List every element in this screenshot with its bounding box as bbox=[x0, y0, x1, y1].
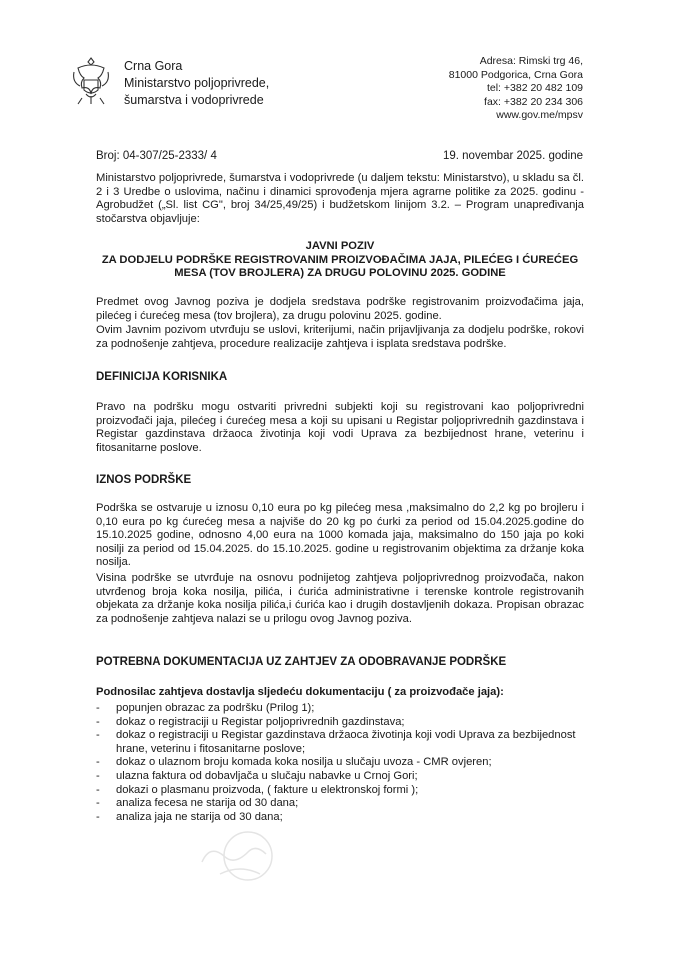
list-dash: - bbox=[96, 783, 100, 796]
list-item bbox=[96, 797, 596, 811]
document-date: 19. novembar 2025. godine bbox=[442, 150, 583, 162]
list-dash: - bbox=[96, 797, 100, 810]
list-item-text: dokaz o ulaznom broju komada koka nosilja u slučaju uvoza - CMR ovjeren; bbox=[116, 756, 492, 769]
list-item bbox=[96, 729, 596, 756]
purpose-paragraph: Predmet ovog Javnog poziva je dodjela sredstava podrške registrovanim proizvođačima jaja, pilećeg i ćurećeg mesa (tov brojlera), za drugu polovinu 2025. godine. bbox=[96, 296, 584, 322]
contact-city: 81000 Podgorica, Crna Gora bbox=[448, 68, 583, 81]
org-line: Crna Gora bbox=[124, 59, 183, 73]
list-item-text: dokazi o plasmanu proizvoda, ( fakture u elektronskoj formi ); bbox=[116, 783, 419, 796]
title-line: MESA (TOV BROJLERA) ZA DRUGU POLOVINU 2025. GODINE bbox=[174, 267, 506, 280]
contact-address: Adresa: Rimski trg 46, bbox=[479, 55, 583, 67]
title-line: JAVNI POZIV bbox=[305, 240, 375, 252]
list-item-text: dokaz o registraciji u Registar gazdinstava držaoca životinja koji vodi Uprava za bezbijednost hrane, veterinu i fitosanitarne poslove; bbox=[116, 729, 576, 755]
contact-block bbox=[449, 55, 583, 123]
list-item-text: popunjen obrazac za podršku (Prilog 1); bbox=[116, 702, 315, 714]
org-line: Ministarstvo poljoprivrede, bbox=[124, 76, 270, 90]
reference-number: Broj: 04-307/25-2333/ 4 bbox=[96, 150, 217, 162]
iznos-paragraph: Podrška se ostvaruje u iznosu 0,10 eura po kg pilećeg mesa ,maksimalno do 2,2 kg po brojleru i 0,10 eura po kg ćurećeg mesa a najviše do 20 kg po ćurki za period od 15.04.2025.godine do 15.10.2025 godine, odnosno 4,00 eura na 1000 komada jaja, maksimalno do 150 jaja po koki nosilji za period od 15.04.2025. do 15.10.2025. godine u registrovanim objektima za držanje koka nosilja. bbox=[96, 502, 584, 569]
list-item bbox=[96, 756, 596, 770]
list-item bbox=[96, 702, 596, 716]
intro-paragraph: Ministarstvo poljoprivrede, šumarstva i vodoprivrede (u daljem tekstu: Ministarstvo), u skladu sa čl. 2 i 3 Uredbe o uslovima, načinu i dinamici sprovođenja mjera agrarne politike za 2025. godinu - Agrobudžet („Sl. list CG", broj 34/25,49/25) i budžetskom linijom 3.2. – Program unapređivanja stočarstva objavljuje: bbox=[96, 172, 584, 225]
document-list bbox=[96, 702, 596, 824]
section-heading-iznos: IZNOS PODRŠKE bbox=[96, 474, 192, 486]
purpose-paragraph-2: Ovim Javnim pozivom utvrđuju se uslovi, kriterijumi, način prijavljivanja za dodjelu podrške, rokovi za podnošenje zahtjeva, procedure realizacije zahtjeva i isplata sredstava podrške. bbox=[96, 324, 584, 350]
dokumentacija-subheading: Podnosilac zahtjeva dostavlja sljedeću dokumentaciju ( za proizvođače jaja): bbox=[96, 686, 504, 698]
list-dash: - bbox=[96, 715, 100, 728]
list-item bbox=[96, 770, 596, 784]
list-dash: - bbox=[96, 810, 100, 823]
contact-website[interactable]: www.gov.me/mpsv bbox=[496, 109, 583, 121]
faint-stamp-mark bbox=[190, 822, 300, 892]
list-item-text: analiza fecesa ne starija od 30 dana; bbox=[116, 797, 299, 810]
document-title bbox=[96, 240, 584, 281]
list-item bbox=[96, 716, 596, 730]
contact-fax: fax: +382 20 234 306 bbox=[484, 95, 583, 108]
title-line: ZA DODJELU PODRŠKE REGISTROVANIM PROIZVOĐAČIMA JAJA, PILEĆEG I ĆUREĆEG bbox=[101, 253, 579, 266]
coat-of-arms-icon bbox=[70, 54, 112, 106]
org-line: šumarstva i vodoprivrede bbox=[124, 93, 264, 107]
list-item bbox=[96, 811, 596, 825]
contact-tel: tel: +382 20 482 109 bbox=[486, 82, 583, 94]
list-item-text: dokaz o registraciji u Registar poljoprivrednih gazdinstava; bbox=[116, 715, 405, 728]
list-dash: - bbox=[96, 729, 100, 742]
iznos-paragraph-2: Visina podrške se utvrđuje na osnovu podnijetog zahtjeva poljoprivrednog proizvođača, nakon utvrđenog broja koka nosilja, pilića, i ćurića administrativne i terenske kontrole registrovanih objekata za držanje koka nosilja pilića,i ćurića kao i drugih dostavljenih dokaza. Propisan obrazac za podnošenje zahtjeva nalazi se u prilogu ovog Javnog poziva. bbox=[96, 572, 584, 625]
section-heading-dokumentacija: POTREBNA DOKUMENTACIJA UZ ZAHTJEV ZA ODOBRAVANJE PODRŠKE bbox=[96, 656, 507, 668]
definicija-paragraph: Pravo na podršku mogu ostvariti privredni subjekti koji su registrovani kao poljoprivredni proizvođači jaja, pilećeg i ćurećeg mesa a koji su upisani u Registar poljoprivrednih gazdinstava i Registar gazdinstava držaoca životinja koji vodi Uprava za bezbijednost hrane, veterinu i fitosanitarne poslove. bbox=[96, 401, 584, 454]
organization-name bbox=[124, 58, 269, 109]
list-item-text: ulazna faktura od dobavljača u slučaju nabavke u Crnoj Gori; bbox=[116, 769, 418, 782]
list-item bbox=[96, 784, 596, 798]
list-dash: - bbox=[96, 769, 100, 782]
list-dash: - bbox=[96, 756, 100, 769]
list-dash: - bbox=[96, 702, 100, 714]
section-heading-definicija: DEFINICIJA KORISNIKA bbox=[96, 371, 228, 383]
list-item-text: analiza jaja ne starija od 30 dana; bbox=[116, 810, 283, 823]
